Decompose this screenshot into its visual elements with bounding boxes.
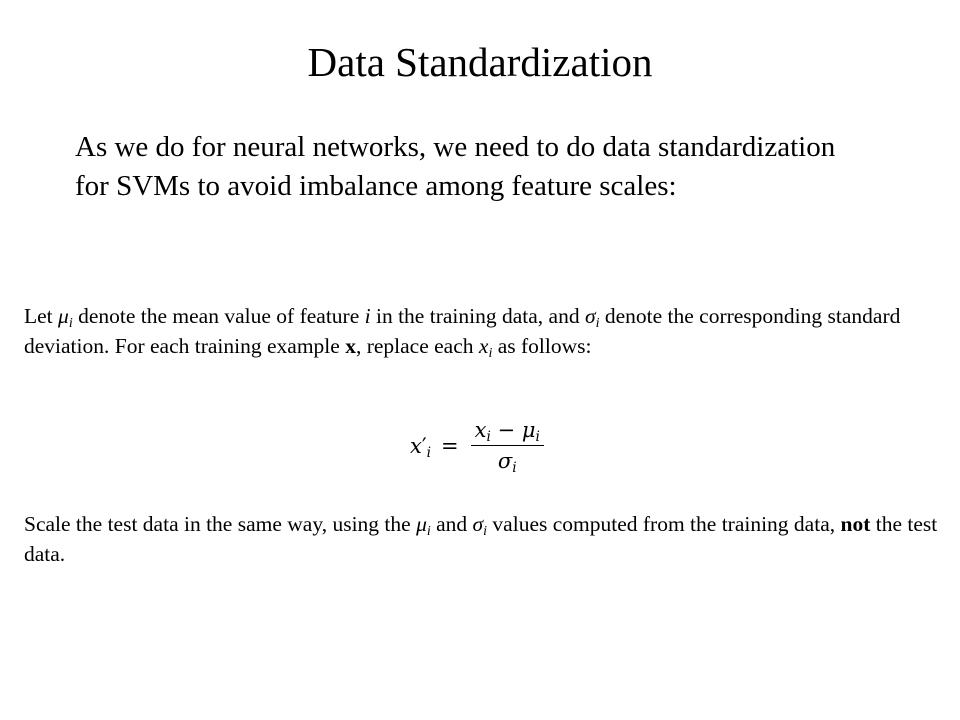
sigma-symbol: σ: [472, 512, 484, 536]
subscript: i: [426, 524, 431, 540]
minus-sign: −: [497, 418, 516, 442]
subscript: i: [68, 316, 73, 332]
definition-text: , replace each: [355, 334, 479, 358]
standardization-formula: [410, 418, 544, 477]
emphasis-not: not: [840, 512, 871, 536]
subscript: i: [426, 444, 431, 461]
prime-symbol: ′: [421, 433, 427, 458]
definition-paragraph: [24, 301, 949, 361]
x-symbol: x: [478, 334, 489, 358]
test-text: the test data.: [24, 512, 938, 566]
test-text: and: [430, 512, 473, 536]
numerator: [471, 418, 544, 446]
feature-index: i: [364, 304, 371, 328]
sigma-symbol: σ: [497, 449, 513, 473]
formula-lhs: [410, 433, 431, 461]
mu-symbol: μ: [416, 512, 427, 536]
definition-text: denote the mean value of feature: [72, 304, 365, 328]
test-data-paragraph: [24, 509, 949, 569]
subscript: i: [483, 524, 488, 540]
definition-text: as follows:: [492, 334, 592, 358]
fraction: [471, 418, 544, 477]
subscript: i: [535, 429, 540, 446]
mu-symbol: μ: [58, 304, 69, 328]
test-text: values computed from the training data,: [487, 512, 841, 536]
subscript: i: [488, 346, 493, 362]
sigma-symbol: σ: [584, 304, 596, 328]
x-symbol: x: [410, 433, 422, 458]
definition-text: denote the corresponding standard deviation. For each training example: [24, 304, 901, 358]
example-vector: x: [345, 334, 356, 358]
definition-text: Let: [24, 304, 59, 328]
subscript: i: [512, 460, 517, 477]
x-symbol: x: [474, 418, 487, 442]
denominator: [497, 446, 517, 477]
slide-title: Data Standardization: [307, 39, 653, 85]
definition-text: in the training data, and: [370, 304, 585, 328]
mu-symbol: μ: [521, 418, 536, 442]
subscript: i: [595, 316, 600, 332]
equals-sign: =: [441, 433, 459, 458]
test-text: Scale the test data in the same way, using the: [24, 512, 417, 536]
intro-text: As we do for neural networks, we need to do data standardization for SVMs to avoid imbalance among feature scales:: [75, 131, 836, 202]
subscript: i: [486, 429, 491, 446]
